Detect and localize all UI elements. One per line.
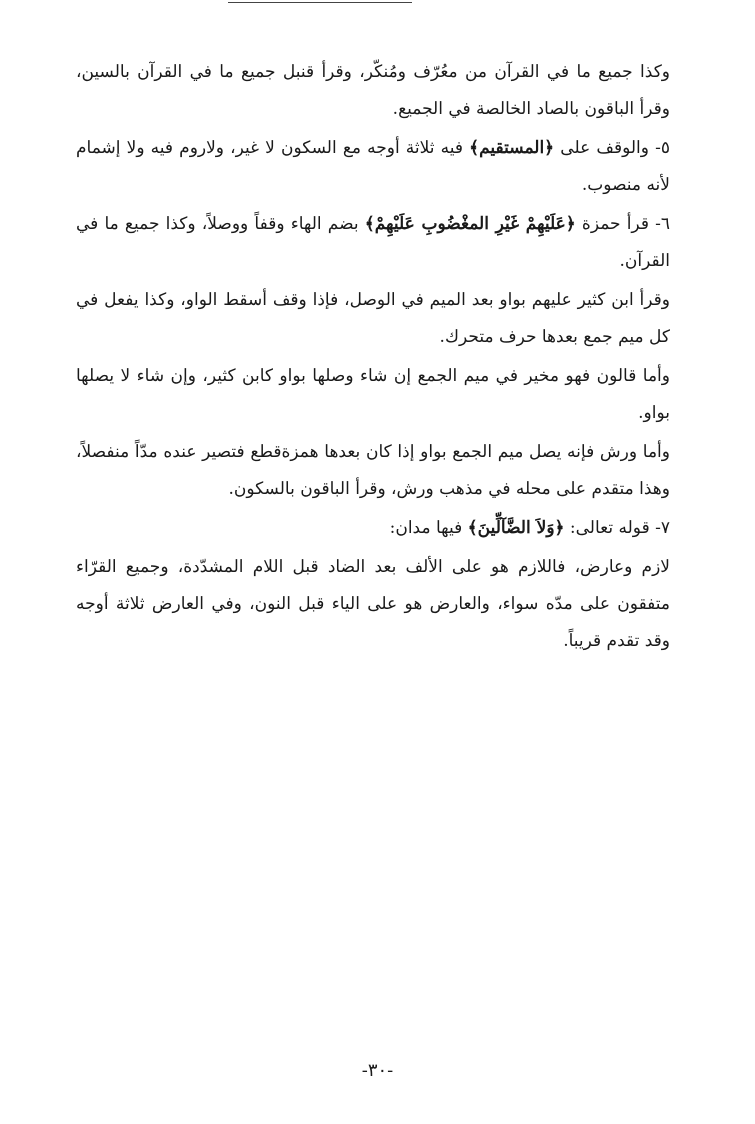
paragraph-2 [76, 130, 670, 204]
text-segment: فيه ثلاثة أوجه مع السكون لا غير، ولاروم فيه ولا إشمام لأنه منصوب. [76, 138, 670, 195]
quran-quote: ﴿عَلَيْهِمْ غَيْرِ المغْضُوبِ عَلَيْهِمْ﴾ [364, 214, 576, 234]
paragraph-6 [76, 434, 670, 508]
text-segment: ٦- قرأ حمزة [575, 214, 671, 234]
page-number: -٣٠- [361, 1060, 394, 1081]
text-segment: وأما ورش فإنه يصل ميم الجمع بواو إذا كان بعدها همزةقطع فتصير عنده مدّاً منفصلاً، وهذا متقدم على محله في مذهب ورش، وقرأ الباقون بالسكون. [76, 442, 670, 499]
text-segment: وأما قالون فهو مخير في ميم الجمع إن شاء وصلها بواو كابن كثير، وإن شاء لا يصلها بواو. [76, 366, 670, 423]
paragraph-8 [76, 549, 670, 660]
text-segment: وقرأ ابن كثير عليهم بواو بعد الميم في الوصل، فإذا وقف أسقط الواو، وكذا يفعل في كل ميم جمع بعدها حرف متحرك. [76, 290, 670, 347]
paragraph-7 [76, 510, 670, 547]
top-rule [228, 2, 412, 3]
quran-quote: ﴿وَلاَ الضَّآلِّينَ﴾ [467, 518, 565, 538]
quran-quote: ﴿المستقيم﴾ [469, 138, 555, 158]
text-segment: ٥- والوقف على [554, 138, 670, 158]
text-segment: بضم الهاء وقفاً ووصلاً، وكذا جميع ما في القرآن. [76, 214, 670, 271]
paragraph-4 [76, 282, 670, 356]
text-segment: فيها مدان: [389, 518, 468, 538]
paragraph-1 [76, 54, 670, 128]
paragraph-5 [76, 358, 670, 432]
text-segment: لازم وعارض، فاللازم هو على الألف بعد الضاد قبل اللام المشدّدة، وجميع القرّاء متفقون على مدّه سواء، والعارض هو على الياء قبل النون، وفي العارض ثلاثة أوجه وقد تقدم قريباً. [76, 557, 670, 651]
page-body [76, 54, 670, 662]
text-segment: ٧- قوله تعالى: [564, 518, 670, 538]
paragraph-3 [76, 206, 670, 280]
text-segment: وكذا جميع ما في القرآن من معُرّف ومُنكّر، وقرأ قنبل جميع ما في القرآن بالسين، وقرأ الباقون بالصاد الخالصة في الجميع. [76, 62, 670, 119]
